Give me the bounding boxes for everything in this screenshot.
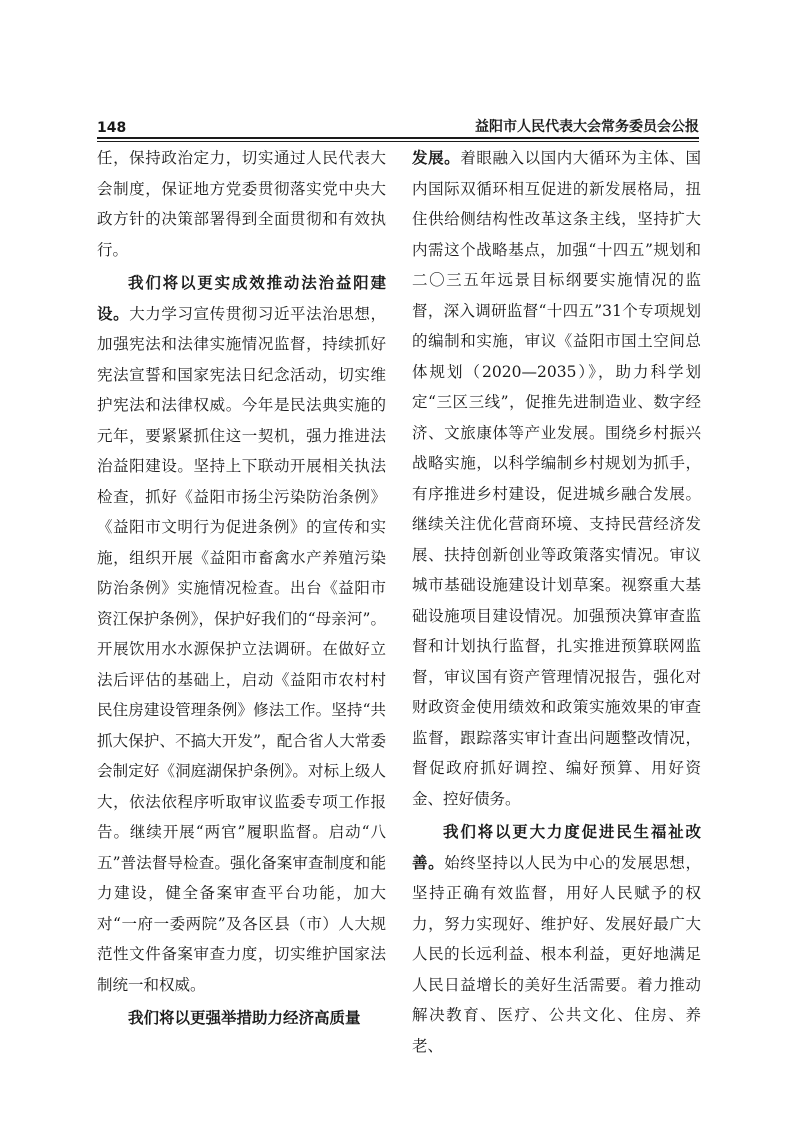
header-rule-thin [97,141,699,142]
paragraph-lead: 发展。 [412,149,461,167]
paragraph-text: 始终坚持以人民为中心的发展思想，坚持正确有效监督，用好人民赋予的权力，努力实现好、维护好、发展好最广大人民的长远利益、根本利益，更好地满足人民日益增长的美好生活需要。着力推动解决教育、医疗、公共文化、住房、养老、 [412,853,701,1055]
left-column [97,143,386,1037]
paragraph-lead: 我们将以更实成效推动法治益阳建设。 [97,274,386,323]
paragraph-text: 大力学习宣传贯彻习近平法治思想，加强宪法和法律实施情况监督，持续抓好宪法宣誓和国家宪法日纪念活动，切实维护宪法和法律权威。今年是民法典实施的元年，要紧紧抓住这一契机，强力推进法治益阳建设。坚持上下联动开展相关执法检查，抓好《益阳市扬尘污染防治条例》《益阳市文明行为促进条例》的宣传和实施，组织开展《益阳市畜禽水产养殖污染防治条例》实施情况检查。出台《益阳市资江保护条例》，保护好我们的“母亲河”。开展饮用水水源保护立法调研。在做好立法后评估的基础上，启动《益阳市农村村民住房建设管理条例》修法工作。坚持“共抓大保护、不搞大开发”，配合省人大常委会制定好《洞庭湖保护条例》。对标上级人大，依法依程序听取审议监委专项工作报告。继续开展“两官”履职监督。启动“八五”普法督导检查。强化备案审查制度和能力建设，健全备案审查平台功能，加大对“一府一委两院”及各区县（市）人大规范性文件备案审查力度，切实维护国家法制统一和权威。 [97,304,386,994]
page-number: 148 [97,120,127,136]
paragraph-text: 任，保持政治定力，切实通过人民代表大会制度，保证地方党委贯彻落实党中央大政方针的决策部署得到全面贯彻和有效执行。 [97,149,386,259]
paragraph [97,1003,386,1034]
paragraph [97,143,386,265]
paragraph-lead: 我们将以更大力度促进民生福祉改善。 [412,823,701,872]
publication-title: 益阳市人民代表大会常务委员会公报 [475,119,699,135]
right-column [412,143,701,1064]
paragraph-lead: 我们将以更强举措助力经济高质量 [128,1009,361,1027]
header-rule [97,137,699,139]
paragraph [412,143,701,814]
paragraph [97,268,386,1000]
paragraph-text: 着眼融入以国内大循环为主体、国内国际双循环相互促进的新发展格局，扭住供给侧结构性改革这条主线，坚持扩大内需这个战略基点，加强“十四五”规划和二〇三五年远景目标纲要实施情况的监督，深入调研监督“十四五”31个专项规划的编制和实施，审议《益阳市国土空间总体规划（2020—2035）》，助力科学划定“三区三线”，促推先进制造业、数字经济、文旅康体等产业发展。围绕乡村振兴战略实施，以科学编制乡村规划为抓手，有序推进乡村建设，促进城乡融合发展。继续关注优化营商环境、支持民营经济发展、扶持创新创业等政策落实情况。审议城市基础设施建设计划草案。视察重大基础设施项目建设情况。加强预决算审查监督和计划执行监督，扎实推进预算联网监督，审议国有资产管理情况报告，强化对财政资金使用绩效和政策实施效果的审查监督，跟踪落实审计查出问题整改情况，督促政府抓好调控、编好预算、用好资金、控好债务。 [412,149,701,808]
page-header [97,114,699,136]
paragraph [412,817,701,1061]
